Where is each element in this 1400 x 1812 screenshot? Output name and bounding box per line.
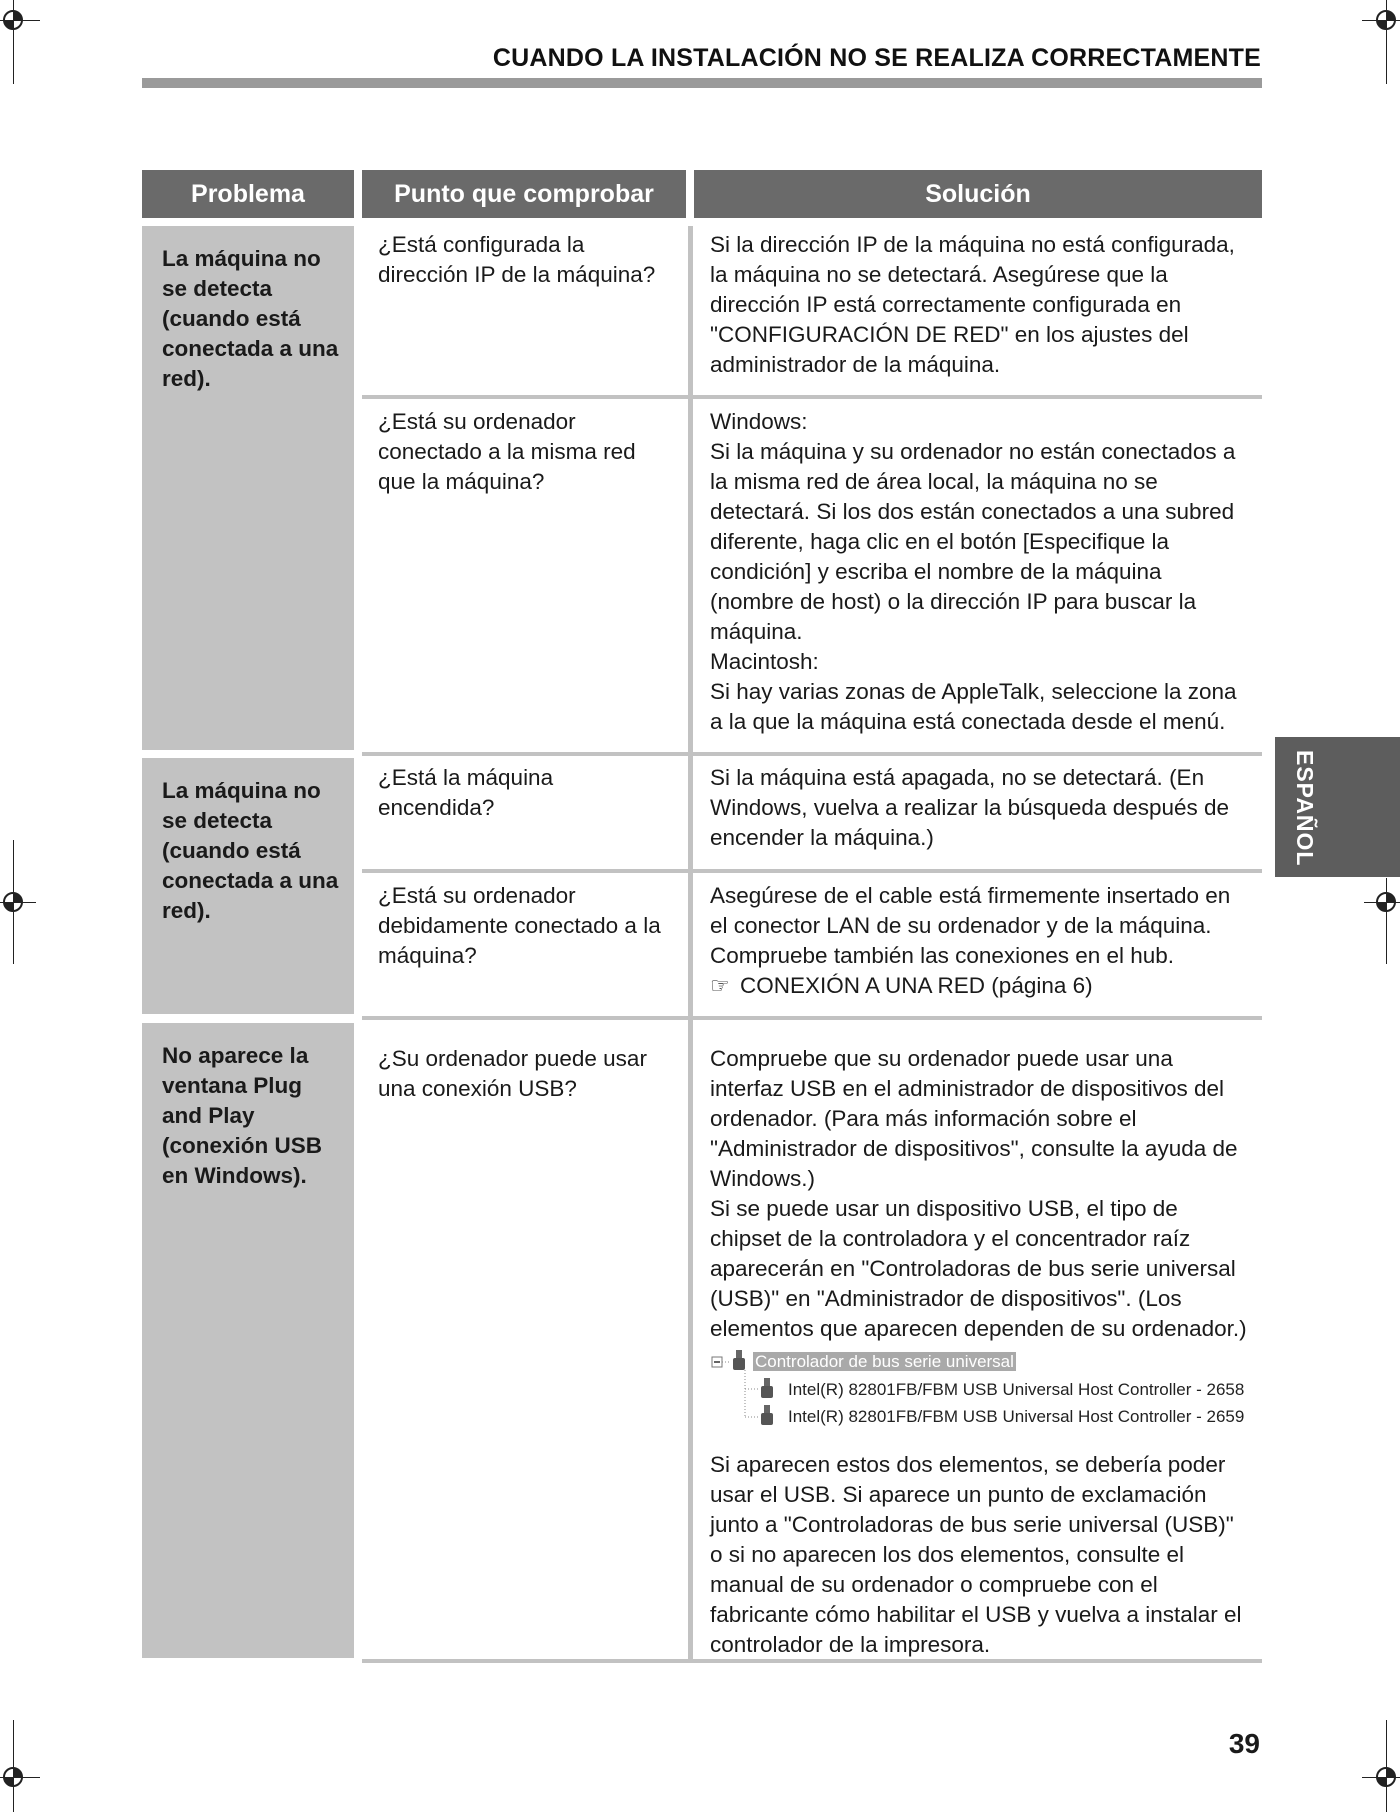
check-line: ¿Está la máquina xyxy=(378,765,554,790)
solution-line: administrador de la máquina. xyxy=(710,352,1001,377)
usb-device-icon xyxy=(732,1350,746,1374)
check-cell xyxy=(364,863,686,971)
solution-line: controlador de la impresora. xyxy=(710,1632,991,1657)
problem-line: red). xyxy=(162,898,211,923)
registration-mark-icon xyxy=(1368,884,1400,920)
solution-line: a la que la máquina está conectada desde el menú. xyxy=(710,709,1226,734)
check-line: una conexión USB? xyxy=(378,1076,577,1101)
solution-line: junto a "Controladoras de bus serie universal (USB)" xyxy=(710,1512,1234,1537)
solution-line: máquina. xyxy=(710,619,803,644)
check-line: ¿Está su ordenador xyxy=(378,883,576,908)
problem-cell xyxy=(142,758,354,1014)
problem-line: (cuando está xyxy=(162,838,301,863)
check-cell xyxy=(364,212,686,290)
solution-line: Compruebe también las conexiones en el hub. xyxy=(710,943,1175,968)
solution-line: "CONFIGURACIÓN DE RED" en los ajustes del xyxy=(710,322,1189,347)
solution-line: elementos que aparecen dependen de su ordenador.) xyxy=(710,1316,1247,1341)
registration-mark-icon xyxy=(1368,1759,1400,1795)
solution-line: aparecerán en "Controladoras de bus serie universal xyxy=(710,1256,1236,1281)
registration-mark-icon xyxy=(0,1759,31,1795)
problem-line: No aparece la xyxy=(162,1043,309,1068)
solution-cell xyxy=(693,1432,1263,1660)
check-line: máquina? xyxy=(378,943,477,968)
tree-item: Intel(R) 82801FB/FBM USB Universal Host Controller - 2658 xyxy=(788,1380,1245,1399)
solution-line: condición] y escriba el nombre de la máquina xyxy=(710,559,1162,584)
solution-line: encender la máquina.) xyxy=(710,825,934,850)
tree-item: Intel(R) 82801FB/FBM USB Universal Host Controller - 2659 xyxy=(788,1407,1245,1426)
column-header-check: Punto que comprobar xyxy=(362,170,686,218)
usb-device-icon xyxy=(760,1405,774,1429)
reference-text: CONEXIÓN A UNA RED (página 6) xyxy=(740,973,1093,998)
solution-line: Si la máquina y su ordenador no están conectados a xyxy=(710,439,1236,464)
check-line: ¿Está su ordenador xyxy=(378,409,576,434)
check-cell xyxy=(364,1026,686,1104)
solution-line: Si hay varias zonas de AppleTalk, seleccione la zona xyxy=(710,679,1237,704)
solution-line: "Administrador de dispositivos", consulte la ayuda de xyxy=(710,1136,1238,1161)
reference-link[interactable] xyxy=(710,971,1255,1001)
check-line: que la máquina? xyxy=(378,469,545,494)
page-number: 39 xyxy=(1228,1728,1260,1759)
check-cell xyxy=(364,745,686,823)
check-line: conectado a la misma red xyxy=(378,439,636,464)
solution-line: usar el USB. Si aparece un punto de exclamación xyxy=(710,1482,1207,1507)
row-separator xyxy=(362,1016,1262,1020)
solution-cell xyxy=(693,1026,1263,1344)
solution-cell xyxy=(693,745,1263,853)
solution-cell xyxy=(693,389,1263,737)
problem-line: La máquina no xyxy=(162,778,321,803)
solution-line: Si se puede usar un dispositivo USB, el tipo de xyxy=(710,1196,1178,1221)
column-header-problem: Problema xyxy=(142,170,354,218)
tree-root-text: Controlador de bus serie universal xyxy=(755,1352,1014,1371)
header-rule xyxy=(142,78,1262,88)
check-line: ¿Su ordenador puede usar xyxy=(378,1046,647,1071)
solution-line: o si no aparecen los dos elementos, consulte el xyxy=(710,1542,1185,1567)
problem-line: (conexión USB xyxy=(162,1133,323,1158)
check-line: dirección IP de la máquina? xyxy=(378,262,656,287)
problem-cell xyxy=(142,226,354,750)
solution-line: interfaz USB en el administrador de dispositivos del xyxy=(710,1076,1225,1101)
table-bottom-rule xyxy=(362,1659,1262,1663)
solution-cell xyxy=(693,212,1263,380)
solution-line: chipset de la controladora y el concentrador raíz xyxy=(710,1226,1191,1251)
problem-line: La máquina no xyxy=(162,246,321,271)
page-title: CUANDO LA INSTALACIÓN NO SE REALIZA CORRECTAMENTE xyxy=(492,44,1261,72)
column-header-solution: Solución xyxy=(694,170,1262,218)
solution-line: Windows.) xyxy=(710,1166,816,1191)
solution-line: fabricante cómo habilitar el USB y vuelva a instalar el xyxy=(710,1602,1242,1627)
problem-cell xyxy=(142,1023,354,1658)
tree-root-label xyxy=(753,1352,1016,1372)
solution-line: Si la máquina está apagada, no se detectará. (En xyxy=(710,765,1205,790)
problem-line: conectada a una xyxy=(162,868,339,893)
registration-mark-icon xyxy=(0,2,31,38)
solution-line: Si la dirección IP de la máquina no está configurada, xyxy=(710,232,1235,257)
solution-line: el conector LAN de su ordenador y de la máquina. xyxy=(710,913,1212,938)
solution-line: Macintosh: xyxy=(710,649,819,674)
solution-line: dirección IP está correctamente configurada en xyxy=(710,292,1182,317)
solution-line: Windows, vuelva a realizar la búsqueda después de xyxy=(710,795,1230,820)
problem-line: ventana Plug xyxy=(162,1073,303,1098)
solution-line: Si aparecen estos dos elementos, se debería poder xyxy=(710,1452,1226,1477)
solution-line: Compruebe que su ordenador puede usar una xyxy=(710,1046,1173,1071)
solution-line: diferente, haga clic en el botón [Especifique la xyxy=(710,529,1170,554)
problem-line: conectada a una xyxy=(162,336,339,361)
check-line: ¿Está configurada la xyxy=(378,232,585,257)
solution-line: Windows: xyxy=(710,409,808,434)
registration-mark-icon xyxy=(0,884,31,920)
solution-line: (USB)" en "Administrador de dispositivos". (Los xyxy=(710,1286,1182,1311)
usb-device-icon xyxy=(760,1378,774,1402)
problem-line: red). xyxy=(162,366,211,391)
solution-line: ordenador. (Para más información sobre el xyxy=(710,1106,1137,1131)
solution-line: Asegúrese de el cable está firmemente insertado en xyxy=(710,883,1231,908)
solution-line: manual de su ordenador o compruebe con el xyxy=(710,1572,1158,1597)
registration-mark-icon xyxy=(1368,2,1400,38)
problem-line: se detecta xyxy=(162,276,273,301)
problem-line: and Play xyxy=(162,1103,255,1128)
problem-line: en Windows). xyxy=(162,1163,307,1188)
usb-device-tree xyxy=(710,1346,1245,1432)
check-line: encendida? xyxy=(378,795,495,820)
check-cell xyxy=(364,389,686,497)
problem-line: (cuando está xyxy=(162,306,301,331)
solution-line: detectará. Si los dos están conectados a una subred xyxy=(710,499,1235,524)
problem-line: se detecta xyxy=(162,808,273,833)
pointing-hand-icon: ☞ xyxy=(710,973,730,998)
check-line: debidamente conectado a la xyxy=(378,913,661,938)
solution-line: la máquina no se detectará. Asegúrese que la xyxy=(710,262,1168,287)
solution-cell xyxy=(693,863,1263,1001)
language-tab-label: ESPAÑOL xyxy=(1292,750,1318,867)
solution-line: la misma red de área local, la máquina no se xyxy=(710,469,1158,494)
solution-line: (nombre de host) o la dirección IP para buscar la xyxy=(710,589,1197,614)
